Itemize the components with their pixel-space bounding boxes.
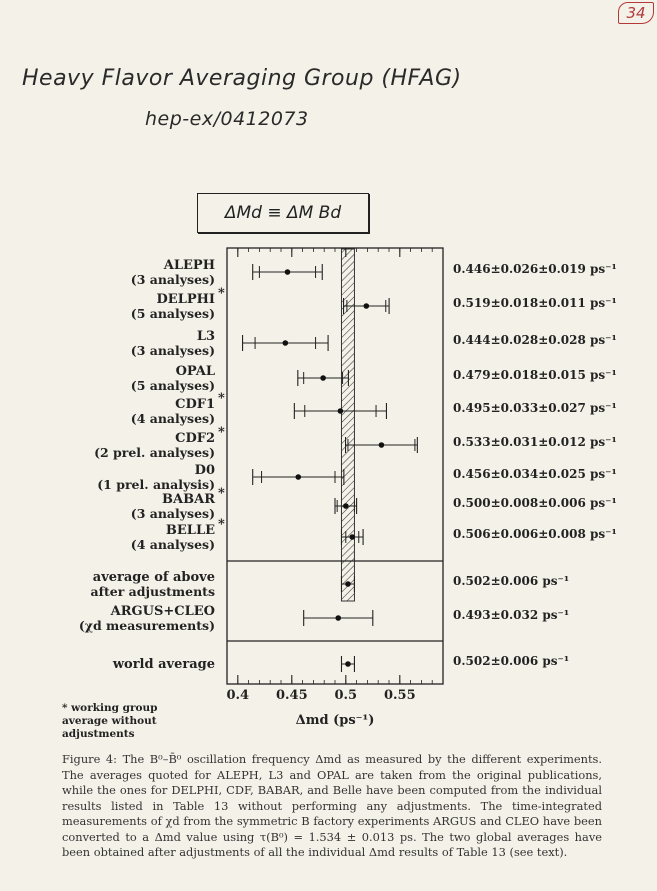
row-sublabel: (5 analyses)	[130, 378, 215, 393]
row-sublabel: (χd measurements)	[78, 618, 215, 633]
data-point	[379, 442, 385, 448]
row-value: 0.444±0.028±0.028 ps⁻¹	[453, 333, 617, 347]
row-label: ALEPH	[163, 258, 215, 273]
row-label-star: *	[218, 425, 225, 440]
row-label: OPAL	[175, 364, 215, 379]
handwritten-reference: hep-ex/0412073	[145, 108, 309, 130]
page-number: 34	[618, 2, 654, 24]
row-label: BELLE	[165, 523, 215, 538]
row-sublabel: (3 analyses)	[130, 272, 215, 287]
footnote: * working group average without adjustments	[62, 702, 158, 740]
row-label: world average	[112, 657, 215, 672]
data-point	[320, 375, 326, 381]
data-point	[349, 534, 355, 540]
row-value: 0.502±0.006 ps⁻¹	[453, 654, 570, 668]
row-value: 0.446±0.026±0.019 ps⁻¹	[453, 262, 617, 276]
data-point	[345, 661, 351, 667]
row-sublabel: (3 analyses)	[130, 506, 215, 521]
row-value: 0.493±0.032 ps⁻¹	[453, 608, 570, 622]
data-point	[338, 408, 344, 414]
row-value: 0.500±0.008±0.006 ps⁻¹	[453, 496, 617, 510]
handwritten-title: Heavy Flavor Averaging Group (HFAG)	[22, 66, 462, 91]
data-point	[295, 474, 301, 480]
row-label-star: *	[218, 486, 225, 501]
row-label: CDF2	[175, 431, 215, 446]
row-label: BABAR	[162, 492, 215, 507]
x-axis-label: Δmd (ps⁻¹)	[295, 713, 375, 728]
row-label: average of above	[92, 570, 215, 585]
row-label: D0	[194, 463, 215, 478]
row-sublabel: (2 prel. analyses)	[94, 445, 215, 460]
data-point	[343, 503, 349, 509]
row-value: 0.456±0.034±0.025 ps⁻¹	[453, 467, 617, 481]
row-label: CDF1	[175, 397, 215, 412]
row-label: ARGUS+CLEO	[110, 604, 215, 619]
row-label: L3	[196, 329, 215, 344]
row-value: 0.495±0.033±0.027 ps⁻¹	[453, 401, 617, 415]
handwritten-formula: ΔMd ≡ ΔM Bd	[224, 203, 342, 223]
row-sublabel: after adjustments	[90, 584, 215, 599]
data-point	[335, 615, 341, 621]
data-point	[345, 581, 351, 587]
tick-label: 0.4	[226, 688, 250, 703]
row-label-star: *	[218, 286, 225, 301]
row-value: 0.479±0.018±0.015 ps⁻¹	[453, 368, 617, 382]
row-value: 0.506±0.006±0.008 ps⁻¹	[453, 527, 617, 541]
row-value: 0.519±0.018±0.011 ps⁻¹	[453, 296, 617, 310]
value-labels	[453, 262, 617, 668]
row-label-star: *	[218, 391, 225, 406]
row-label-star: *	[218, 517, 225, 532]
data-point	[283, 340, 289, 346]
data-point	[285, 269, 291, 275]
row-sublabel: (1 prel. analysis)	[97, 477, 215, 492]
plot-frame	[227, 248, 443, 684]
row-value: 0.533±0.031±0.012 ps⁻¹	[453, 435, 617, 449]
row-label: DELPHI	[156, 292, 215, 307]
data-point	[364, 303, 370, 309]
row-value: 0.502±0.006 ps⁻¹	[453, 574, 570, 588]
tick-label: 0.5	[334, 688, 358, 703]
row-sublabel: (3 analyses)	[130, 343, 215, 358]
row-sublabel: (4 analyses)	[130, 411, 215, 426]
tick-label: 0.45	[275, 688, 308, 703]
row-sublabel: (4 analyses)	[130, 537, 215, 552]
figure-caption: Figure 4: The B⁰–B̄⁰ oscillation frequency Δmd as measured by the different experiments. The averages quoted for ALEPH, L3 and OPAL are taken from the original publications, while the ones for DELPHI, CDF, BABAR, and Belle have been computed from the individual results listed in Table 13 without performing any adjustments. The time-integrated measurements of χd from the symmetric B factory experiments ARGUS and CLEO have been converted to a Δmd value using τ(B⁰) = 1.534 ± 0.013 ps. The two global averages have been obtained after adjustments of all the individual Δmd results of Table 13 (see text).	[62, 752, 602, 859]
tick-label: 0.55	[383, 688, 416, 703]
row-labels	[79, 258, 225, 672]
data-marks	[243, 264, 418, 672]
row-sublabel: (5 analyses)	[130, 306, 215, 321]
